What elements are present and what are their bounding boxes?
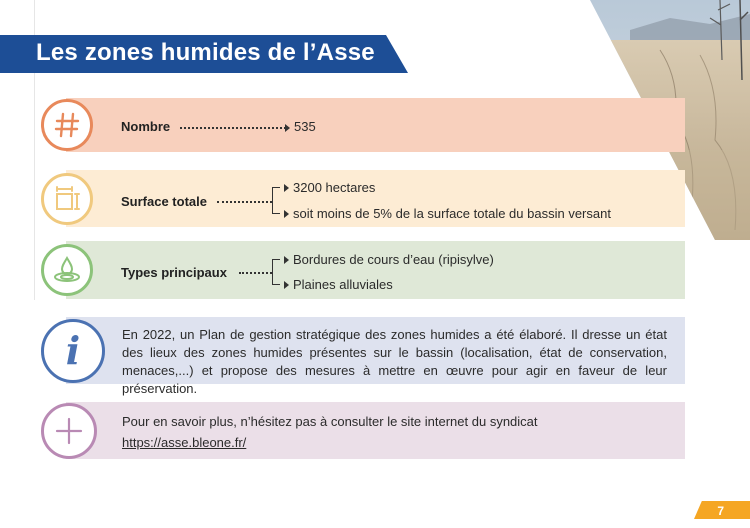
area-icon	[41, 173, 93, 225]
website-link[interactable]: https://asse.bleone.fr/	[122, 435, 247, 450]
surface-arrow-1	[284, 184, 289, 192]
types-bracket-bottom	[272, 284, 280, 285]
types-value-1: Bordures de cours d’eau (ripisylve)	[293, 252, 494, 267]
info-icon	[41, 319, 105, 383]
info-text: En 2022, un Plan de gestion stratégique des zones humides a été élaboré. Il dresse un état des lieux des zones humides présentes sur le bassin (localisation, état de conservation, menaces,...) et propose des mesures à mettre en œuvre pour agir en faveur de leur préservation.	[122, 327, 667, 396]
nombre-label: Nombre	[121, 119, 171, 134]
page-title: Les zones humides de l’Asse	[36, 39, 375, 66]
water-drop-icon	[41, 244, 93, 296]
types-arrow-1	[284, 256, 289, 264]
types-value-2: Plaines alluviales	[293, 277, 393, 292]
surface-value-2: soit moins de 5% de la surface totale du bassin versant	[293, 206, 611, 221]
types-bracket-top	[272, 259, 280, 260]
title-banner	[0, 35, 410, 73]
surface-value-1: 3200 hectares	[293, 180, 376, 195]
types-label: Types principaux	[121, 265, 227, 280]
row-surface	[41, 170, 685, 227]
row-info	[41, 317, 685, 396]
row-more	[41, 402, 685, 459]
surface-label: Surface totale	[121, 194, 207, 209]
row-types	[41, 241, 685, 299]
surface-arrow-2	[284, 210, 289, 218]
nombre-leader	[180, 127, 286, 129]
surface-leader	[217, 201, 272, 203]
hash-icon	[41, 99, 93, 151]
surface-bracket-bottom	[272, 213, 280, 214]
nombre-arrow	[285, 124, 290, 132]
surface-bracket-top	[272, 187, 280, 188]
more-text: Pour en savoir plus, n’hésitez pas à consulter le site internet du syndicat	[122, 414, 538, 429]
info-glyph: i	[65, 327, 81, 373]
surface-bracket	[272, 187, 273, 214]
types-bracket	[272, 259, 273, 285]
types-leader	[239, 272, 272, 274]
nombre-value: 535	[294, 119, 316, 134]
types-arrow-2	[284, 281, 289, 289]
plus-icon	[41, 403, 97, 459]
row-nombre	[41, 98, 685, 152]
page-number: 7	[717, 504, 724, 518]
